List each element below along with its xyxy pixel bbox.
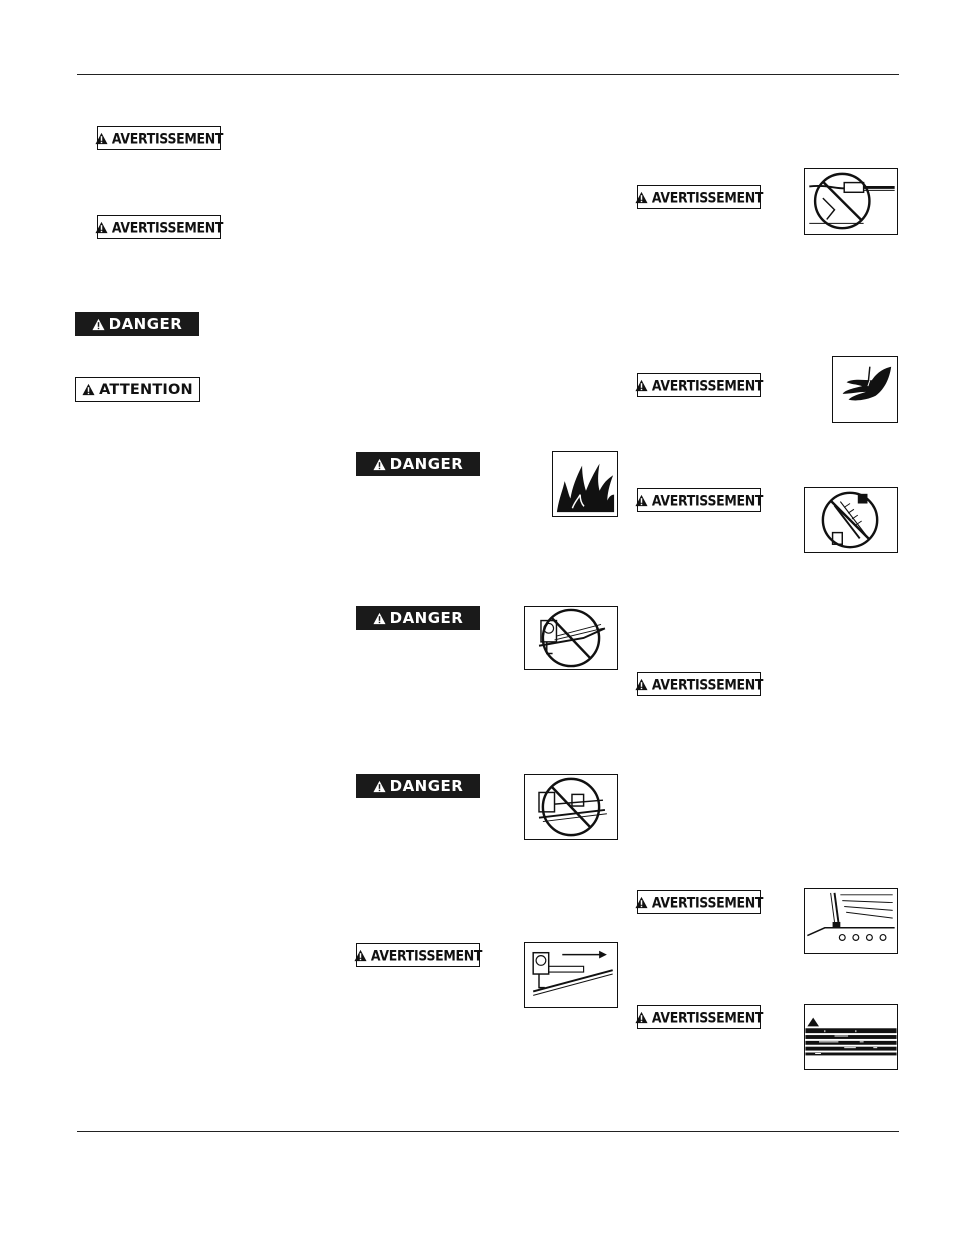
danger-badge-label: DANGER	[389, 777, 464, 795]
danger-badge	[356, 606, 480, 630]
warning-badge	[637, 185, 764, 209]
warning-badge-label: AVERTISSEMENT	[651, 188, 764, 206]
warning-triangle-icon	[635, 191, 648, 204]
warning-badge	[637, 373, 764, 397]
warning-triangle-icon	[373, 458, 386, 471]
warning-badge-label: AVERTISSEMENT	[111, 218, 224, 236]
fire-flames-icon	[552, 451, 618, 517]
warning-badge	[637, 1005, 764, 1029]
warning-badge-label: AVERTISSEMENT	[370, 946, 483, 964]
warning-badge	[97, 126, 224, 150]
warning-triangle-icon	[373, 612, 386, 625]
attention-badge	[75, 377, 200, 402]
danger-badge-label: DANGER	[108, 315, 183, 333]
danger-badge-label: DANGER	[389, 609, 464, 627]
warning-badge	[637, 672, 764, 696]
warning-badge	[356, 943, 483, 967]
warning-triangle-icon	[95, 132, 108, 145]
warning-triangle-icon	[82, 383, 95, 396]
warning-triangle-icon	[95, 221, 108, 234]
warning-triangle-icon	[635, 1011, 648, 1024]
no-carry-trigger-icon	[524, 774, 618, 840]
warning-triangle-icon	[635, 678, 648, 691]
warning-badge	[637, 488, 764, 512]
warning-badge-label: AVERTISSEMENT	[651, 1008, 764, 1026]
danger-badge	[356, 452, 480, 476]
warning-triangle-icon	[373, 780, 386, 793]
top-rule	[77, 74, 899, 75]
warning-badge-label: AVERTISSEMENT	[651, 675, 764, 693]
warning-badge-label: AVERTISSEMENT	[651, 893, 764, 911]
warning-badge	[637, 890, 764, 914]
push-tool-direction-icon	[524, 942, 618, 1008]
warning-triangle-icon	[635, 494, 648, 507]
warning-badge-label: AVERTISSEMENT	[651, 491, 764, 509]
warning-badge-label: AVERTISSEMENT	[111, 129, 224, 147]
warning-triangle-icon	[635, 896, 648, 909]
warning-triangle-icon	[92, 318, 105, 331]
nail-into-board-icon	[804, 888, 898, 954]
warning-badge	[97, 215, 224, 239]
no-ladder-tool-icon	[804, 487, 898, 553]
attention-badge-label: ATTENTION	[99, 381, 193, 398]
warning-triangle-icon	[635, 379, 648, 392]
no-disconnect-hose-icon	[804, 168, 898, 235]
bottom-rule	[77, 1131, 899, 1132]
danger-badge-label: DANGER	[389, 455, 464, 473]
warning-triangle-icon	[354, 949, 367, 962]
hand-puncture-icon	[832, 356, 898, 423]
warning-badge-label: AVERTISSEMENT	[651, 376, 764, 394]
no-contact-trip-icon	[524, 606, 618, 670]
danger-badge	[356, 774, 480, 798]
warning-label-icon	[804, 1004, 898, 1070]
danger-badge	[75, 312, 199, 336]
